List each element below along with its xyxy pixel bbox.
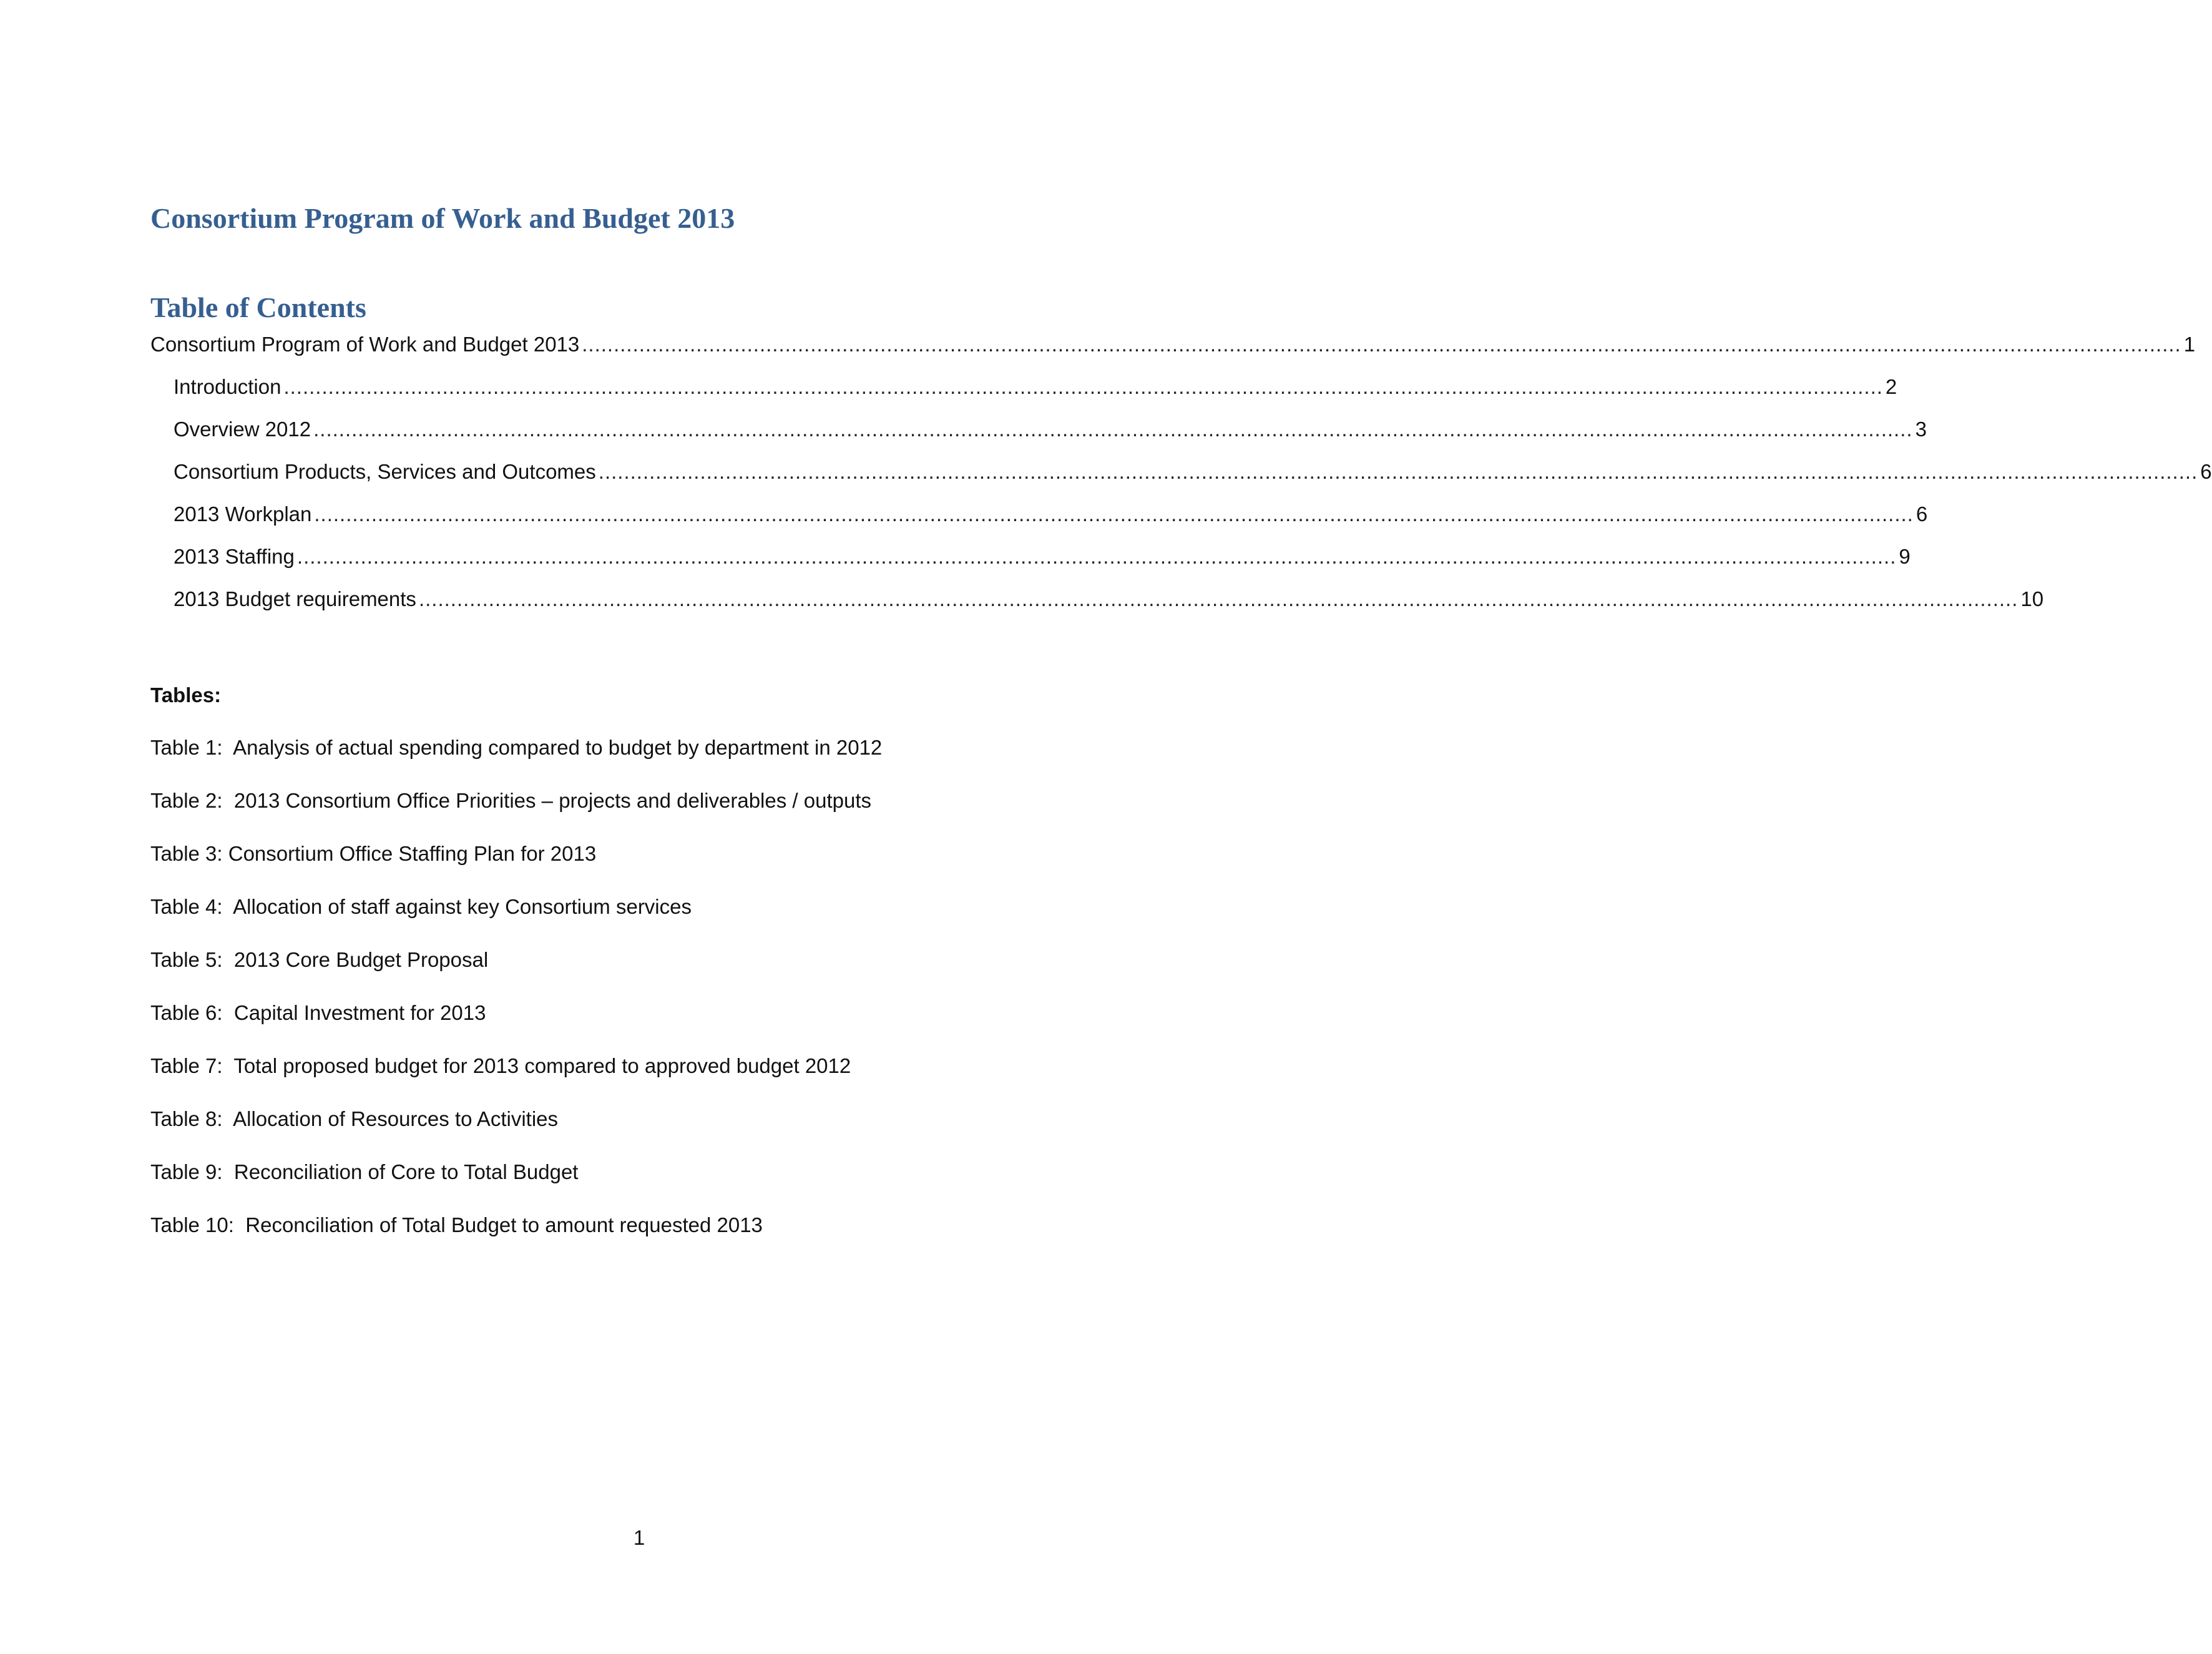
table-caption: Table 9: Reconciliation of Core to Total Budget bbox=[150, 1160, 579, 1183]
toc-dot-leader: ............................................................................................................................................................................................................................................................ bbox=[582, 333, 2181, 356]
toc-dot-leader: ............................................................................................................................................................................................................................................................ bbox=[296, 545, 1897, 568]
table-caption: Table 2: 2013 Consortium Office Priorities – projects and deliverables / outputs bbox=[150, 789, 871, 812]
table-caption: Table 3: Consortium Office Staffing Plan for 2013 bbox=[150, 842, 597, 865]
table-caption: Table 7: Total proposed budget for 2013 compared to approved budget 2012 bbox=[150, 1054, 851, 1077]
toc-heading: Table of Contents bbox=[150, 291, 366, 323]
table-caption: Table 8: Allocation of Resources to Activities bbox=[150, 1107, 559, 1130]
table-caption: Table 1: Analysis of actual spending compared to budget by department in 2012 bbox=[150, 736, 883, 759]
toc-entry[interactable] bbox=[150, 331, 2196, 358]
toc-entry[interactable] bbox=[174, 585, 2044, 613]
tables-heading: Tables: bbox=[150, 683, 222, 707]
table-caption: Table 6: Capital Investment for 2013 bbox=[150, 1001, 486, 1024]
toc-entry-page: 6 bbox=[2200, 460, 2212, 483]
toc-entry[interactable] bbox=[174, 373, 1897, 401]
toc-entry-title: Consortium Program of Work and Budget 2013 bbox=[150, 333, 580, 356]
toc-entry[interactable] bbox=[174, 416, 1927, 443]
page-number: 1 bbox=[633, 1526, 645, 1549]
toc-entry[interactable] bbox=[174, 458, 2212, 486]
toc-entry-title: 2013 Staffing bbox=[174, 545, 295, 568]
toc-entry-page: 9 bbox=[1899, 545, 1911, 568]
table-caption: Table 10: Reconciliation of Total Budget to amount requested 2013 bbox=[150, 1213, 763, 1236]
toc-dot-leader: ............................................................................................................................................................................................................................................................ bbox=[283, 375, 1883, 398]
toc-entry-page: 10 bbox=[2020, 587, 2044, 610]
toc-entry-page: 2 bbox=[1885, 375, 1897, 398]
table-caption: Table 4: Allocation of staff against key Consortium services bbox=[150, 895, 692, 918]
toc-entry-title: Consortium Products, Services and Outcomes bbox=[174, 460, 596, 483]
toc-entry-title: 2013 Budget requirements bbox=[174, 587, 416, 610]
toc-entry[interactable] bbox=[174, 543, 1911, 570]
toc-entry-title: Introduction bbox=[174, 375, 281, 398]
table-caption: Table 5: 2013 Core Budget Proposal bbox=[150, 948, 489, 971]
toc-entry-page: 6 bbox=[1916, 502, 1928, 526]
toc-entry-page: 3 bbox=[1915, 418, 1927, 441]
document-title: Consortium Program of Work and Budget 2013 bbox=[150, 202, 735, 234]
toc-dot-leader: ............................................................................................................................................................................................................................................................ bbox=[598, 460, 2198, 483]
toc-dot-leader: ............................................................................................................................................................................................................................................................ bbox=[418, 587, 2019, 610]
toc-dot-leader: ............................................................................................................................................................................................................................................................ bbox=[314, 502, 1914, 526]
toc-entry[interactable] bbox=[174, 501, 1928, 528]
toc-dot-leader: ............................................................................................................................................................................................................................................................ bbox=[313, 418, 1913, 441]
toc-entry-page: 1 bbox=[2183, 333, 2196, 356]
toc-entry-title: Overview 2012 bbox=[174, 418, 311, 441]
toc-entry-title: 2013 Workplan bbox=[174, 502, 312, 526]
